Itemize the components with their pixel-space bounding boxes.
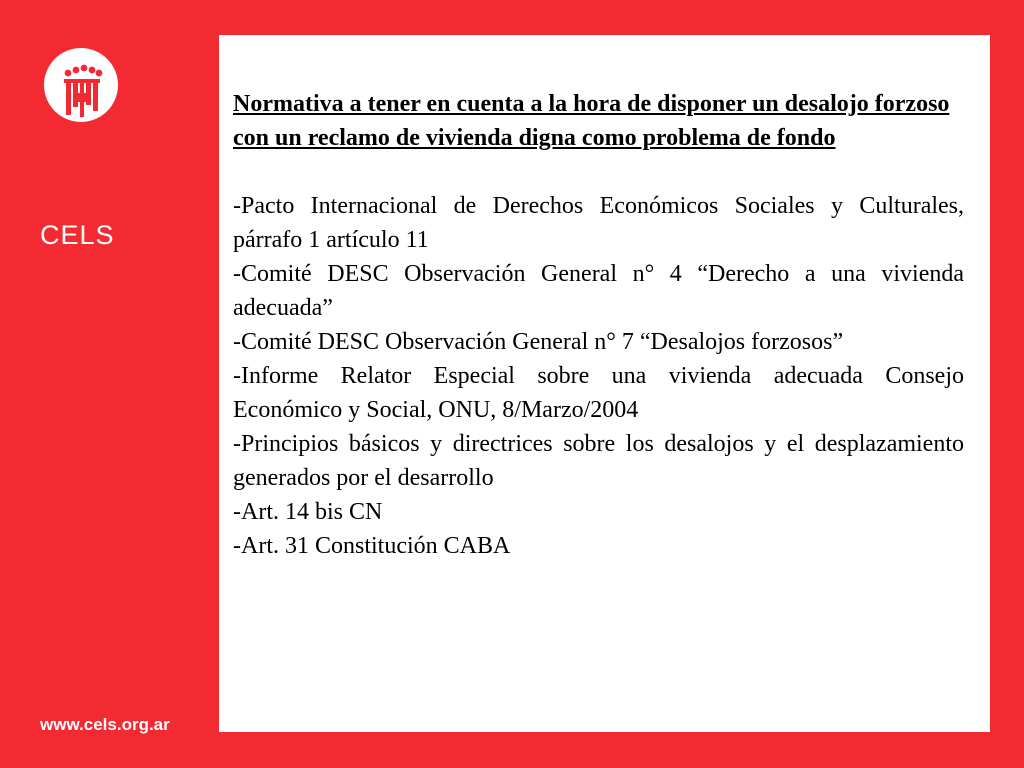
website-link[interactable]: www.cels.org.ar (40, 715, 170, 734)
list-item: -Comité DESC Observación General n° 7 “Desalojos forzosos” (233, 329, 844, 355)
slide-heading: Normativa a tener en cuenta a la hora de disponer un desalojo forzoso con un reclamo de vivienda digna como problema de fondo (233, 91, 950, 151)
list-item: -Informe Relator Especial sobre una vivienda adecuada Consejo Económico y Social, ONU, 8/Marzo/2004 (233, 363, 964, 423)
content-panel (219, 35, 990, 732)
list-item: -Pacto Internacional de Derechos Económicos Sociales y Culturales, párrafo 1 artículo 11 (233, 193, 964, 253)
slide-content (233, 87, 964, 563)
list-item: -Principios básicos y directrices sobre los desalojos y el desplazamiento generados por el desarrollo (233, 431, 964, 491)
list-item: -Comité DESC Observación General n° 4 “Derecho a una vivienda adecuada” (233, 261, 964, 321)
cels-logo-icon (42, 46, 120, 124)
list-item: -Art. 14 bis CN (233, 499, 383, 525)
org-name: CELS (40, 220, 115, 250)
list-item: -Art. 31 Constitución CABA (233, 533, 511, 559)
